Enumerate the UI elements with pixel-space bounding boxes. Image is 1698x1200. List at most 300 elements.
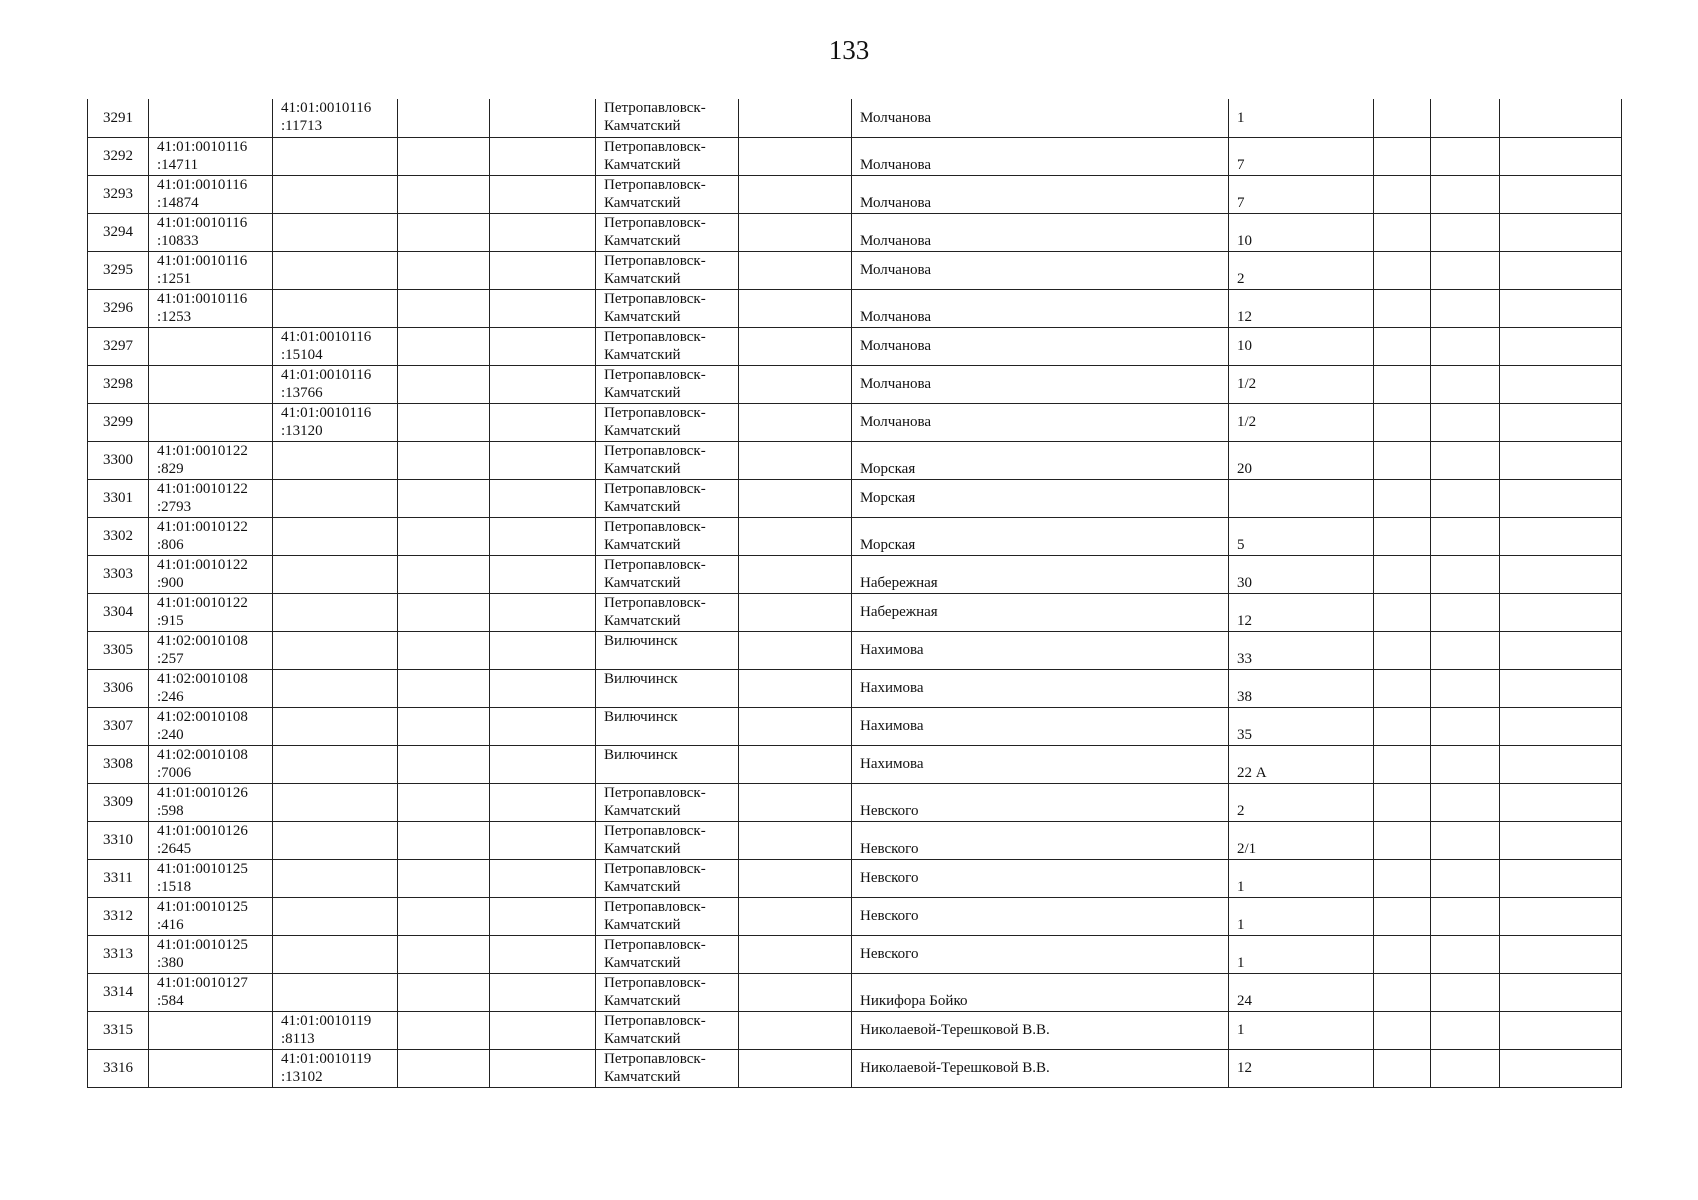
row-number-cell <box>88 783 149 821</box>
row-number-cell <box>88 859 149 897</box>
row-number-text: 3301 <box>103 490 133 506</box>
house-number-text: 1 <box>1237 954 1245 971</box>
street-text: Молчанова <box>860 262 932 278</box>
cadastral-number-alt-cell <box>273 289 398 327</box>
city-text: Петропавловск- Камчатский <box>604 860 706 895</box>
city-cell <box>596 859 739 897</box>
empty-cell <box>739 1011 852 1049</box>
empty-cell <box>739 99 852 137</box>
row-number-cell <box>88 707 149 745</box>
empty-cell <box>490 327 596 365</box>
row-number-cell <box>88 137 149 175</box>
row-number-text: 3314 <box>103 984 133 1000</box>
table-row <box>88 175 1622 213</box>
empty-cell <box>398 631 490 669</box>
cadastral-number-cell <box>149 555 273 593</box>
street-text: Морская <box>860 536 916 553</box>
row-number-cell <box>88 1011 149 1049</box>
cadastral-number-cell <box>149 897 273 935</box>
row-number-cell <box>88 213 149 251</box>
house-number-text: 33 <box>1237 650 1252 667</box>
empty-cell <box>1374 821 1431 859</box>
empty-cell <box>1374 137 1431 175</box>
cadastral-number-cell <box>149 289 273 327</box>
cadastral-number-alt-text: 41:01:0010119 :13102 <box>281 1050 372 1085</box>
empty-cell <box>1431 137 1500 175</box>
empty-cell <box>398 175 490 213</box>
cadastral-number-cell <box>149 213 273 251</box>
house-number-cell <box>1229 555 1374 593</box>
empty-cell <box>739 707 852 745</box>
house-number-cell <box>1229 327 1374 365</box>
table-row <box>88 251 1622 289</box>
row-number-text: 3313 <box>103 946 133 962</box>
street-cell <box>852 973 1229 1011</box>
city-text: Петропавловск- Камчатский <box>604 518 706 553</box>
row-number-text: 3303 <box>103 566 133 582</box>
cadastral-number-cell <box>149 137 273 175</box>
table-row <box>88 821 1622 859</box>
city-text: Вилючинск <box>604 670 678 687</box>
city-cell <box>596 251 739 289</box>
cadastral-number-alt-cell <box>273 973 398 1011</box>
cadastral-number-alt-cell <box>273 327 398 365</box>
empty-cell <box>490 99 596 137</box>
empty-cell <box>1431 593 1500 631</box>
empty-cell <box>739 783 852 821</box>
city-cell <box>596 213 739 251</box>
empty-cell <box>490 935 596 973</box>
empty-cell <box>490 783 596 821</box>
table-row <box>88 327 1622 365</box>
empty-cell <box>739 403 852 441</box>
street-text: Молчанова <box>860 232 932 249</box>
street-text: Молчанова <box>860 194 932 211</box>
empty-cell <box>398 783 490 821</box>
city-cell <box>596 631 739 669</box>
row-number-cell <box>88 441 149 479</box>
house-number-text: 5 <box>1237 536 1245 553</box>
empty-cell <box>1374 897 1431 935</box>
city-cell <box>596 935 739 973</box>
house-number-text: 1 <box>1237 916 1245 933</box>
house-number-cell <box>1229 593 1374 631</box>
house-number-text: 30 <box>1237 574 1252 591</box>
cadastral-number-alt-text: 41:01:0010116 :11713 <box>281 100 372 134</box>
registry-table <box>87 99 1622 1088</box>
empty-cell <box>1500 745 1622 783</box>
empty-cell <box>398 517 490 555</box>
empty-cell <box>490 175 596 213</box>
empty-cell <box>1431 403 1500 441</box>
row-number-cell <box>88 479 149 517</box>
row-number-text: 3304 <box>103 604 133 620</box>
empty-cell <box>1374 631 1431 669</box>
city-text: Петропавловск- Камчатский <box>604 214 706 249</box>
registry-body <box>88 99 1622 1087</box>
table-row <box>88 441 1622 479</box>
empty-cell <box>739 859 852 897</box>
cadastral-number-text: 41:01:0010122 :915 <box>157 594 248 629</box>
empty-cell <box>1500 555 1622 593</box>
city-text: Петропавловск- Камчатский <box>604 176 706 211</box>
house-number-cell <box>1229 175 1374 213</box>
cadastral-number-alt-cell <box>273 517 398 555</box>
cadastral-number-alt-cell <box>273 821 398 859</box>
row-number-cell <box>88 631 149 669</box>
empty-cell <box>1374 935 1431 973</box>
city-text: Петропавловск- Камчатский <box>604 784 706 819</box>
cadastral-number-text: 41:01:0010122 :2793 <box>157 480 248 515</box>
empty-cell <box>1431 365 1500 403</box>
street-text: Нахимова <box>860 718 924 734</box>
street-text: Николаевой-Терешковой В.В. <box>860 1022 1050 1038</box>
empty-cell <box>1374 327 1431 365</box>
empty-cell <box>490 631 596 669</box>
house-number-cell <box>1229 517 1374 555</box>
table-row <box>88 783 1622 821</box>
city-text: Петропавловск- Камчатский <box>604 404 706 439</box>
cadastral-number-alt-cell <box>273 555 398 593</box>
empty-cell <box>1431 213 1500 251</box>
city-cell <box>596 555 739 593</box>
house-number-cell <box>1229 365 1374 403</box>
cadastral-number-text: 41:02:0010108 :246 <box>157 670 248 705</box>
empty-cell <box>1431 935 1500 973</box>
cadastral-number-alt-text: 41:01:0010116 :13120 <box>281 404 372 439</box>
table-row <box>88 745 1622 783</box>
page-number: 133 <box>828 35 870 65</box>
cadastral-number-alt-cell <box>273 707 398 745</box>
street-text: Молчанова <box>860 109 932 126</box>
table-row <box>88 859 1622 897</box>
cadastral-number-alt-cell <box>273 403 398 441</box>
empty-cell <box>490 251 596 289</box>
table-row <box>88 99 1622 137</box>
empty-cell <box>1374 251 1431 289</box>
table-row <box>88 365 1622 403</box>
row-number-cell <box>88 897 149 935</box>
street-text: Нахимова <box>860 680 924 696</box>
empty-cell <box>1500 137 1622 175</box>
street-text: Невского <box>860 908 919 924</box>
house-number-cell <box>1229 707 1374 745</box>
empty-cell <box>1500 365 1622 403</box>
empty-cell <box>1374 289 1431 327</box>
city-text: Петропавловск- Камчатский <box>604 252 706 287</box>
cadastral-number-cell <box>149 745 273 783</box>
street-cell <box>852 707 1229 745</box>
street-cell <box>852 365 1229 403</box>
cadastral-number-cell <box>149 783 273 821</box>
city-cell <box>596 175 739 213</box>
row-number-text: 3302 <box>103 528 133 544</box>
empty-cell <box>1374 555 1431 593</box>
house-number-text: 7 <box>1237 194 1245 211</box>
street-text: Молчанова <box>860 156 932 173</box>
table-row <box>88 403 1622 441</box>
street-cell <box>852 859 1229 897</box>
city-text: Петропавловск- Камчатский <box>604 556 706 591</box>
table-row <box>88 897 1622 935</box>
cadastral-number-cell <box>149 1049 273 1087</box>
cadastral-number-alt-cell <box>273 441 398 479</box>
cadastral-number-alt-cell <box>273 935 398 973</box>
city-text: Петропавловск- Камчатский <box>604 822 706 857</box>
empty-cell <box>1431 251 1500 289</box>
empty-cell <box>490 593 596 631</box>
house-number-text: 1 <box>1237 1022 1245 1038</box>
empty-cell <box>398 707 490 745</box>
house-number-text: 24 <box>1237 992 1252 1009</box>
table-row <box>88 137 1622 175</box>
empty-cell <box>739 973 852 1011</box>
cadastral-number-cell <box>149 631 273 669</box>
city-text: Петропавловск- Камчатский <box>604 594 706 629</box>
city-cell <box>596 99 739 137</box>
house-number-cell <box>1229 745 1374 783</box>
empty-cell <box>739 897 852 935</box>
cadastral-number-cell <box>149 99 273 137</box>
house-number-text: 1/2 <box>1237 414 1257 430</box>
street-text: Молчанова <box>860 414 932 430</box>
empty-cell <box>1500 517 1622 555</box>
street-cell <box>852 631 1229 669</box>
table-row <box>88 1011 1622 1049</box>
cadastral-number-cell <box>149 973 273 1011</box>
house-number-cell <box>1229 213 1374 251</box>
empty-cell <box>1374 707 1431 745</box>
empty-cell <box>1374 1011 1431 1049</box>
empty-cell <box>1500 289 1622 327</box>
cadastral-number-cell <box>149 403 273 441</box>
empty-cell <box>398 327 490 365</box>
empty-cell <box>1500 821 1622 859</box>
cadastral-number-text: 41:02:0010108 :240 <box>157 708 248 743</box>
street-cell <box>852 517 1229 555</box>
row-number-text: 3300 <box>103 452 133 468</box>
street-cell <box>852 99 1229 137</box>
city-cell <box>596 593 739 631</box>
empty-cell <box>398 365 490 403</box>
cadastral-number-text: 41:01:0010116 :14711 <box>157 138 248 173</box>
empty-cell <box>1374 175 1431 213</box>
street-cell <box>852 137 1229 175</box>
empty-cell <box>1431 783 1500 821</box>
cadastral-number-text: 41:01:0010116 :14874 <box>157 176 248 211</box>
empty-cell <box>398 1011 490 1049</box>
street-text: Никифора Бойко <box>860 992 968 1009</box>
cadastral-number-cell <box>149 327 273 365</box>
row-number-text: 3298 <box>103 376 133 392</box>
row-number-text: 3311 <box>103 870 133 886</box>
row-number-text: 3296 <box>103 300 133 316</box>
empty-cell <box>1431 631 1500 669</box>
empty-cell <box>1431 441 1500 479</box>
street-text: Невского <box>860 870 919 886</box>
row-number-cell <box>88 517 149 555</box>
cadastral-number-text: 41:01:0010122 :829 <box>157 442 248 477</box>
street-text: Невского <box>860 840 919 857</box>
city-cell <box>596 669 739 707</box>
house-number-text: 35 <box>1237 726 1252 743</box>
house-number-cell <box>1229 631 1374 669</box>
empty-cell <box>490 517 596 555</box>
row-number-cell <box>88 327 149 365</box>
street-cell <box>852 593 1229 631</box>
empty-cell <box>398 441 490 479</box>
city-cell <box>596 137 739 175</box>
house-number-cell <box>1229 973 1374 1011</box>
empty-cell <box>1431 99 1500 137</box>
empty-cell <box>739 821 852 859</box>
row-number-cell <box>88 289 149 327</box>
house-number-cell <box>1229 99 1374 137</box>
empty-cell <box>398 213 490 251</box>
empty-cell <box>1500 99 1622 137</box>
row-number-text: 3307 <box>103 718 133 734</box>
house-number-cell <box>1229 821 1374 859</box>
empty-cell <box>1500 859 1622 897</box>
empty-cell <box>398 555 490 593</box>
empty-cell <box>490 973 596 1011</box>
cadastral-number-text: 41:01:0010126 :2645 <box>157 822 248 857</box>
street-cell <box>852 479 1229 517</box>
city-text: Петропавловск- Камчатский <box>604 328 706 363</box>
street-cell <box>852 555 1229 593</box>
empty-cell <box>398 745 490 783</box>
empty-cell <box>1374 99 1431 137</box>
city-text: Петропавловск- Камчатский <box>604 480 706 515</box>
empty-cell <box>739 327 852 365</box>
row-number-cell <box>88 593 149 631</box>
street-cell <box>852 289 1229 327</box>
row-number-cell <box>88 669 149 707</box>
empty-cell <box>490 897 596 935</box>
city-text: Петропавловск- Камчатский <box>604 898 706 933</box>
cadastral-number-alt-cell <box>273 859 398 897</box>
street-text: Невского <box>860 946 919 962</box>
empty-cell <box>1431 175 1500 213</box>
cadastral-number-text: 41:01:0010125 :416 <box>157 898 248 933</box>
empty-cell <box>1500 327 1622 365</box>
empty-cell <box>398 859 490 897</box>
cadastral-number-alt-text: 41:01:0010116 :13766 <box>281 366 372 401</box>
empty-cell <box>398 403 490 441</box>
street-text: Морская <box>860 460 916 477</box>
city-text: Вилючинск <box>604 632 678 649</box>
city-cell <box>596 707 739 745</box>
empty-cell <box>739 669 852 707</box>
cadastral-number-alt-cell <box>273 1049 398 1087</box>
street-cell <box>852 175 1229 213</box>
cadastral-number-cell <box>149 669 273 707</box>
row-number-text: 3315 <box>103 1022 133 1038</box>
cadastral-number-text: 41:01:0010122 :900 <box>157 556 248 591</box>
city-text: Петропавловск- Камчатский <box>604 974 706 1009</box>
cadastral-number-cell <box>149 517 273 555</box>
house-number-text: 20 <box>1237 460 1252 477</box>
empty-cell <box>1500 1049 1622 1087</box>
row-number-text: 3309 <box>103 794 133 810</box>
row-number-cell <box>88 365 149 403</box>
house-number-cell <box>1229 859 1374 897</box>
empty-cell <box>739 251 852 289</box>
empty-cell <box>1374 745 1431 783</box>
empty-cell <box>1431 973 1500 1011</box>
empty-cell <box>398 251 490 289</box>
city-text: Петропавловск- Камчатский <box>604 366 706 401</box>
house-number-cell <box>1229 935 1374 973</box>
city-text: Петропавловск- Камчатский <box>604 138 706 173</box>
cadastral-number-cell <box>149 821 273 859</box>
empty-cell <box>1431 479 1500 517</box>
cadastral-number-text: 41:02:0010108 :257 <box>157 632 248 667</box>
city-cell <box>596 973 739 1011</box>
empty-cell <box>739 365 852 403</box>
empty-cell <box>739 289 852 327</box>
empty-cell <box>1500 213 1622 251</box>
cadastral-number-cell <box>149 175 273 213</box>
row-number-cell <box>88 251 149 289</box>
empty-cell <box>490 745 596 783</box>
empty-cell <box>1431 555 1500 593</box>
table-row <box>88 973 1622 1011</box>
empty-cell <box>1500 783 1622 821</box>
empty-cell <box>1374 1049 1431 1087</box>
cadastral-number-text: 41:01:0010122 :806 <box>157 518 248 553</box>
city-cell <box>596 897 739 935</box>
empty-cell <box>1374 365 1431 403</box>
empty-cell <box>1374 479 1431 517</box>
house-number-cell <box>1229 137 1374 175</box>
street-cell <box>852 441 1229 479</box>
empty-cell <box>490 821 596 859</box>
cadastral-number-text: 41:01:0010125 :380 <box>157 936 248 971</box>
cadastral-number-cell <box>149 441 273 479</box>
city-text: Петропавловск- Камчатский <box>604 290 706 325</box>
house-number-cell <box>1229 441 1374 479</box>
empty-cell <box>1431 1011 1500 1049</box>
city-cell <box>596 745 739 783</box>
house-number-text: 2/1 <box>1237 840 1257 857</box>
cadastral-number-text: 41:01:0010116 :1253 <box>157 290 248 325</box>
empty-cell <box>739 745 852 783</box>
empty-cell <box>490 669 596 707</box>
empty-cell <box>490 555 596 593</box>
house-number-cell <box>1229 1049 1374 1087</box>
house-number-cell <box>1229 897 1374 935</box>
empty-cell <box>1431 517 1500 555</box>
empty-cell <box>490 137 596 175</box>
row-number-text: 3305 <box>103 642 133 658</box>
city-cell <box>596 289 739 327</box>
house-number-text: 1 <box>1237 109 1245 126</box>
empty-cell <box>1500 403 1622 441</box>
table-row <box>88 289 1622 327</box>
empty-cell <box>398 897 490 935</box>
street-cell <box>852 251 1229 289</box>
empty-cell <box>1500 251 1622 289</box>
empty-cell <box>1431 327 1500 365</box>
row-number-cell <box>88 403 149 441</box>
street-cell <box>852 327 1229 365</box>
house-number-text: 2 <box>1237 802 1245 819</box>
house-number-text: 12 <box>1237 612 1252 629</box>
cadastral-number-text: 41:02:0010108 :7006 <box>157 746 248 781</box>
street-cell <box>852 1049 1229 1087</box>
street-cell <box>852 783 1229 821</box>
